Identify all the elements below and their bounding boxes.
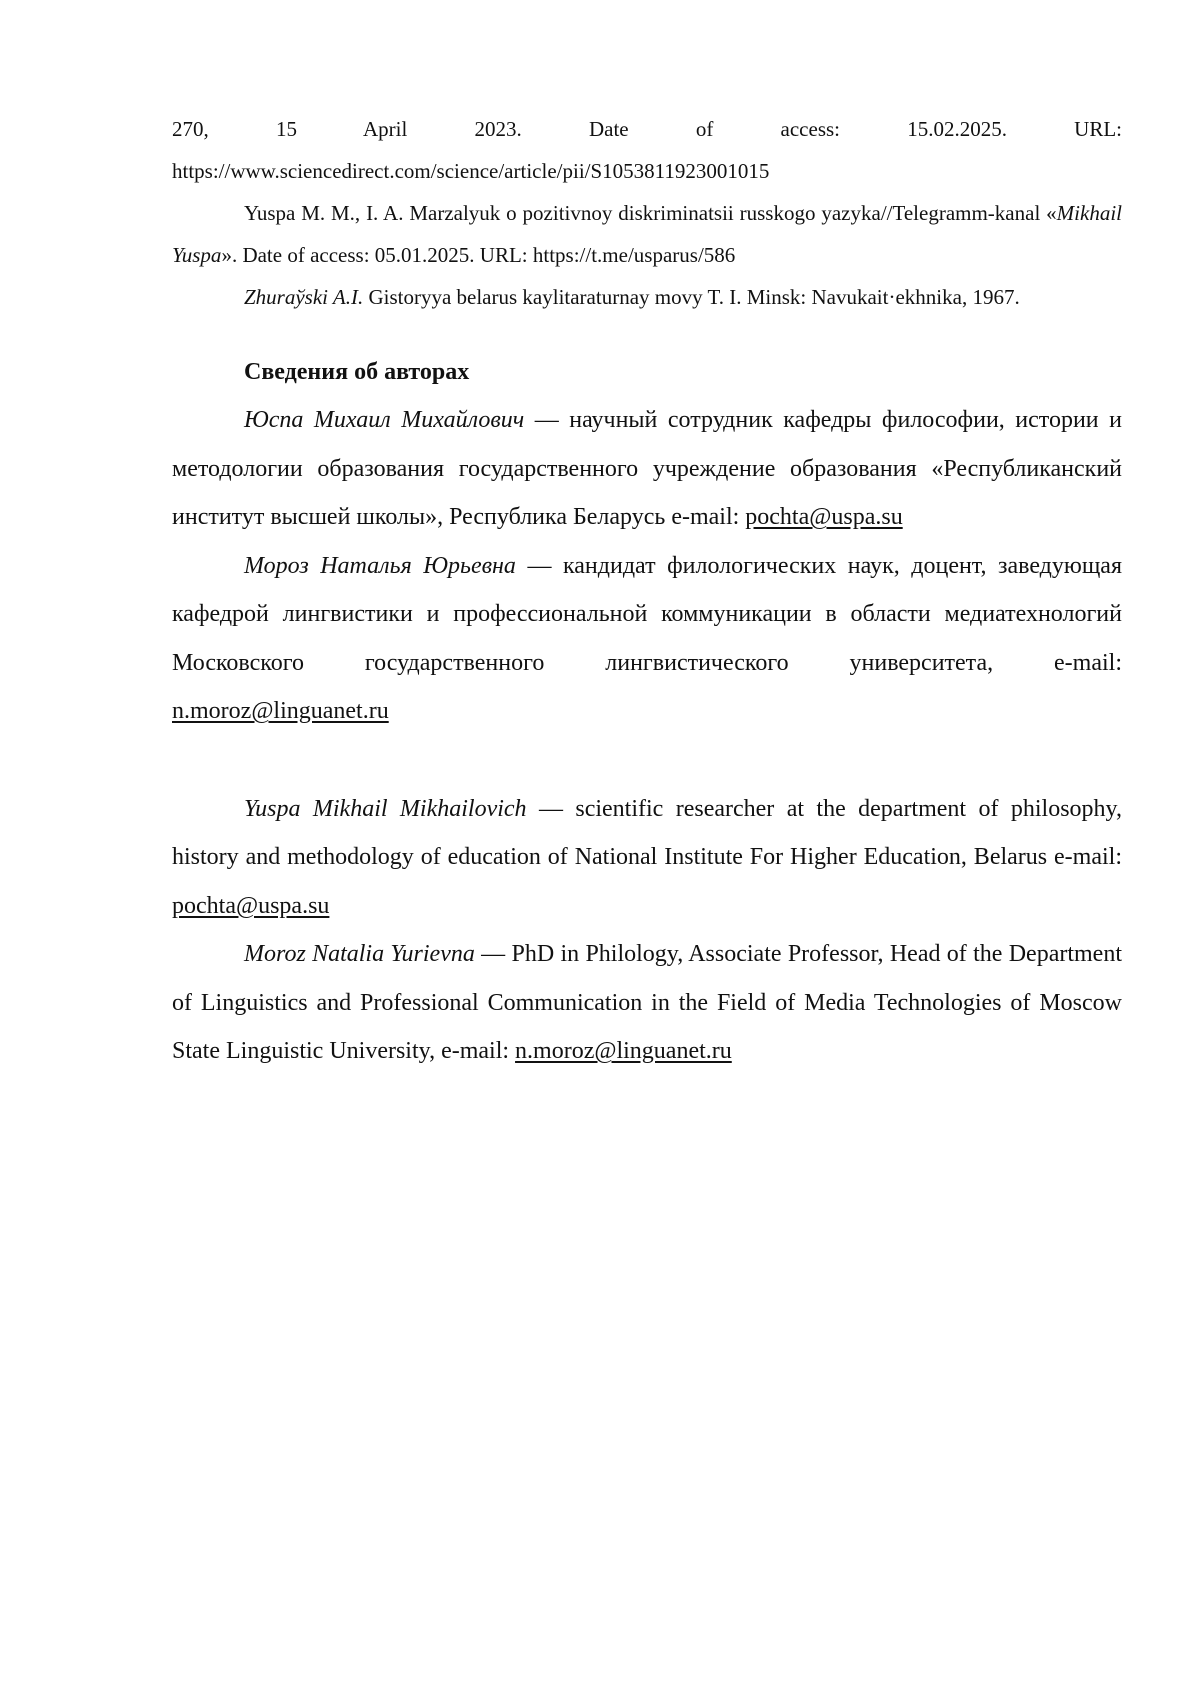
reference-2-text-a: Yuspa M. M., I. A. Marzalyuk o pozitivnoy diskriminatsii russkogo yazyka//Telegramm-kanal «	[244, 201, 1057, 225]
author-name: Yuspa Mikhail Mikhailovich	[244, 795, 527, 822]
email-link[interactable]: n.moroz@linguanet.ru	[172, 698, 389, 724]
author-bio-ru-2	[172, 542, 1122, 736]
reference-2-italic: Mikhail Yuspa	[172, 201, 1122, 267]
author-description: — scientific researcher at the department of philosophy, history and methodology of education of National Institute For Higher Education, Belarus e-mail:	[172, 795, 1122, 870]
references-list	[172, 108, 1122, 318]
document-page	[172, 108, 1122, 1076]
reference-2-text-b: ». Date of access: 05.01.2025. URL: https://t.me/usparus/586	[221, 243, 736, 267]
section-title: Сведения об авторах	[244, 359, 470, 385]
email-link[interactable]: pochta@uspa.su	[172, 892, 330, 919]
author-name: Мороз Наталья Юрьевна	[244, 552, 516, 579]
email-link[interactable]: n.moroz@linguanet.ru	[515, 1038, 732, 1064]
author-name: Moroz Natalia Yurievna	[244, 941, 475, 967]
author-description: — кандидат филологических наук, доцент, заведующая кафедрой лингвистики и профессиональной коммуникации в области медиатехнологий Московского государственного лингвистического университета, e-mail:	[172, 552, 1122, 676]
author-description: — PhD in Philology, Associate Professor, Head of the Department of Linguistics and Professional Communication in the Field of Media Technologies of Moscow State Linguistic University, e-mail:	[172, 941, 1122, 1064]
spacer	[172, 736, 1122, 785]
reference-1-line-2: https://www.sciencedirect.com/science/article/pii/S1053811923001015	[172, 159, 770, 183]
reference-3	[172, 276, 1122, 318]
author-bio-ru-1	[172, 396, 1122, 542]
author-bio-en-2	[172, 930, 1122, 1076]
reference-2	[172, 192, 1122, 276]
reference-1-line-1: 270, 15 April 2023. Date of access: 15.02.2025. URL:	[172, 117, 1122, 141]
author-bio-en-1	[172, 785, 1122, 931]
reference-3-text: Gistoryya belarus kaylitaraturnay movy T. I. Minsk: Navukait·ekhnika, 1967.	[363, 285, 1020, 309]
author-name: Юспа Михаил Михайлович	[244, 407, 525, 433]
reference-3-author: Zhuraўski A.I.	[244, 285, 364, 309]
email-link[interactable]: pochta@uspa.su	[745, 504, 903, 530]
author-description: — научный сотрудник кафедры философии, истории и методологии образования государственного учреждение образования «Республиканский институт высшей школы», Республика Беларусь e-mail:	[172, 407, 1123, 530]
